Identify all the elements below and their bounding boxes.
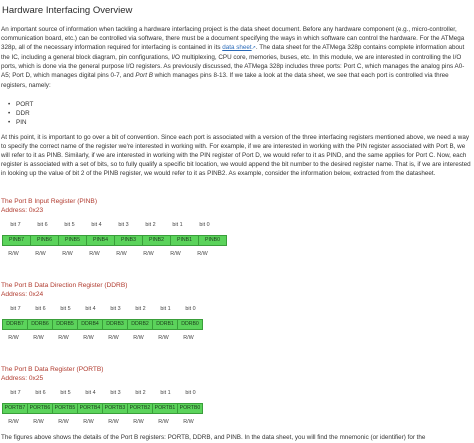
- access-label: R/W: [108, 419, 119, 425]
- bit-label: bit 5: [60, 390, 71, 396]
- list-item: • PORT: [8, 100, 33, 109]
- access-label: R/W: [33, 419, 44, 425]
- register-cell: PINB6: [31, 235, 59, 246]
- page-title: Hardware Interfacing Overview: [2, 5, 133, 16]
- register-cell: PINB0: [199, 235, 227, 246]
- register-cell: PORTB1: [153, 403, 178, 414]
- data-sheet-link[interactable]: data sheet: [222, 44, 252, 52]
- access-label: R/W: [35, 251, 46, 257]
- access-label: R/W: [116, 251, 127, 257]
- register-title-portb: The Port B Data Register (PORTB): [1, 366, 104, 373]
- bit-label: bit 3: [118, 222, 129, 228]
- bit-label: bit 7: [10, 306, 21, 312]
- access-label: R/W: [197, 251, 208, 257]
- bit-label: bit 7: [10, 390, 21, 396]
- register-address-portb: Address: 0x25: [1, 375, 44, 382]
- bit-label: bit 0: [185, 390, 196, 396]
- register-cell: DDRB3: [103, 319, 128, 330]
- register-cell: PORTB2: [128, 403, 153, 414]
- access-label: R/W: [108, 335, 119, 341]
- register-cell: PINB4: [87, 235, 115, 246]
- register-cell: DDRB6: [28, 319, 53, 330]
- access-row: [0, 335, 216, 344]
- access-row: [0, 251, 216, 260]
- access-label: R/W: [33, 335, 44, 341]
- bit-header-row: [2, 390, 218, 399]
- access-label: R/W: [158, 335, 169, 341]
- list-item: • PIN: [8, 118, 33, 127]
- access-label: R/W: [58, 335, 69, 341]
- access-label: R/W: [158, 419, 169, 425]
- register-cell: DDRB7: [2, 319, 28, 330]
- intro-text-2: . The data sheet for the ATMega 328p contains complete information about the IC, including a general block diagram, pin configurations, I/O multiplexing, CPU core, memories, buses, etc. In this module, we are interested in controlling the I/O ports, which is done via the general purpose I/O registers. As previously discussed, the ATMega 328p includes three ports: Port C, which manages the analog pins A0-A5; Port D, which manages digital pins 0-7, and: [1, 44, 465, 80]
- register-cells-portb: [2, 403, 203, 414]
- access-label: R/W: [8, 251, 19, 257]
- bit-label: bit 3: [110, 390, 121, 396]
- access-label: R/W: [183, 335, 194, 341]
- register-address-ddrb: Address: 0x24: [1, 291, 44, 298]
- register-cell: DDRB2: [128, 319, 153, 330]
- bit-label: bit 0: [199, 222, 210, 228]
- access-label: R/W: [62, 251, 73, 257]
- register-title-pinb: The Port B Input Register (PINB): [1, 198, 98, 205]
- bit-header-row: [2, 306, 218, 315]
- access-label: R/W: [183, 419, 194, 425]
- bit-label: bit 0: [185, 306, 196, 312]
- access-label: R/W: [170, 251, 181, 257]
- bit-label: bit 2: [135, 390, 146, 396]
- register-title-ddrb: The Port B Data Direction Register (DDRB): [1, 282, 128, 289]
- register-cell: DDRB5: [53, 319, 78, 330]
- intro-paragraph: [1, 25, 471, 90]
- access-label: R/W: [133, 419, 144, 425]
- access-label: R/W: [143, 251, 154, 257]
- bit-label: bit 1: [160, 306, 171, 312]
- register-cell: PORTB7: [2, 403, 28, 414]
- bit-label: bit 2: [145, 222, 156, 228]
- external-link-icon: ↗: [251, 45, 256, 52]
- register-cell: PINB7: [2, 235, 31, 246]
- register-cell: PORTB3: [103, 403, 128, 414]
- access-row: [0, 419, 216, 428]
- bit-label: bit 4: [85, 390, 96, 396]
- access-label: R/W: [89, 251, 100, 257]
- closing-paragraph: The figures above shows the details of the Port B registers: PORTB, DDRB, and PINB. In the data sheet, you will find the mnemonic (or identifier) for the: [1, 434, 426, 441]
- register-cells-ddrb: [2, 319, 203, 330]
- bit-label: bit 6: [35, 306, 46, 312]
- register-cell: PORTB4: [78, 403, 103, 414]
- bit-header-row: [2, 222, 218, 231]
- register-cell: PINB3: [115, 235, 143, 246]
- access-label: R/W: [8, 335, 19, 341]
- register-cell: PINB1: [171, 235, 199, 246]
- access-label: R/W: [58, 419, 69, 425]
- intro-text-1: An important source of information when tackling a hardware interfacing project is the data sheet document. Before any hardware component (e.g., micro-controller, communication board, etc.) can be controlled via software, there must be a document specifying the ways in which software can control the hardware. For the ATMega 328p, all of the necessary information required for interfacing is contained in its: [1, 26, 465, 52]
- bit-label: bit 6: [35, 390, 46, 396]
- register-cell: PORTB5: [53, 403, 78, 414]
- list-item: • DDR: [8, 109, 33, 118]
- bit-label: bit 5: [64, 222, 75, 228]
- bit-label: bit 1: [172, 222, 183, 228]
- register-cell: PINB2: [143, 235, 171, 246]
- access-label: R/W: [8, 419, 19, 425]
- register-cells-pinb: [2, 235, 227, 246]
- register-cell: DDRB4: [78, 319, 103, 330]
- register-cell: PINB5: [59, 235, 87, 246]
- register-address-pinb: Address: 0x23: [1, 207, 44, 214]
- bit-label: bit 5: [60, 306, 71, 312]
- register-cell: PORTB6: [28, 403, 53, 414]
- register-cell: DDRB0: [178, 319, 203, 330]
- bit-label: bit 1: [160, 390, 171, 396]
- register-type-list: [8, 100, 33, 127]
- access-label: R/W: [83, 335, 94, 341]
- bit-label: bit 2: [135, 306, 146, 312]
- register-cell: DDRB1: [153, 319, 178, 330]
- bit-label: bit 7: [10, 222, 21, 228]
- register-cell: PORTB0: [178, 403, 203, 414]
- access-label: R/W: [133, 335, 144, 341]
- intro-text-3: which manages pins 8-13. If we take a look at the data sheet, we see that each port is controlled via three registers, namely:: [1, 72, 449, 89]
- convention-paragraph: At this point, it is important to go over a bit of convention. Since each port is associated with a version of the three interfacing registers mentioned above, we need a way to specify the correct name of the register we're interested in working with. For example, if we are interested in working with the PIN register associated with Port B, we will refer to it as PINB. Similarly, if we are interested in working with the PIN register of Port D, we would refer to it as PIND, and the same applies for Port C. Now, each register is associated with a set of bits, so to fully qualify a specific bit location, we would append the bit number to the desired register name. That is, if we are interested in looking up the value of bit 2 of the PINB register, we would refer to it as PINB2. As example, consider the information below, extracted from the datasheet.: [1, 134, 471, 178]
- bit-label: bit 4: [85, 306, 96, 312]
- intro-italic-port-b: Port B: [135, 72, 153, 80]
- bit-label: bit 6: [37, 222, 48, 228]
- bit-label: bit 4: [91, 222, 102, 228]
- access-label: R/W: [83, 419, 94, 425]
- bit-label: bit 3: [110, 306, 121, 312]
